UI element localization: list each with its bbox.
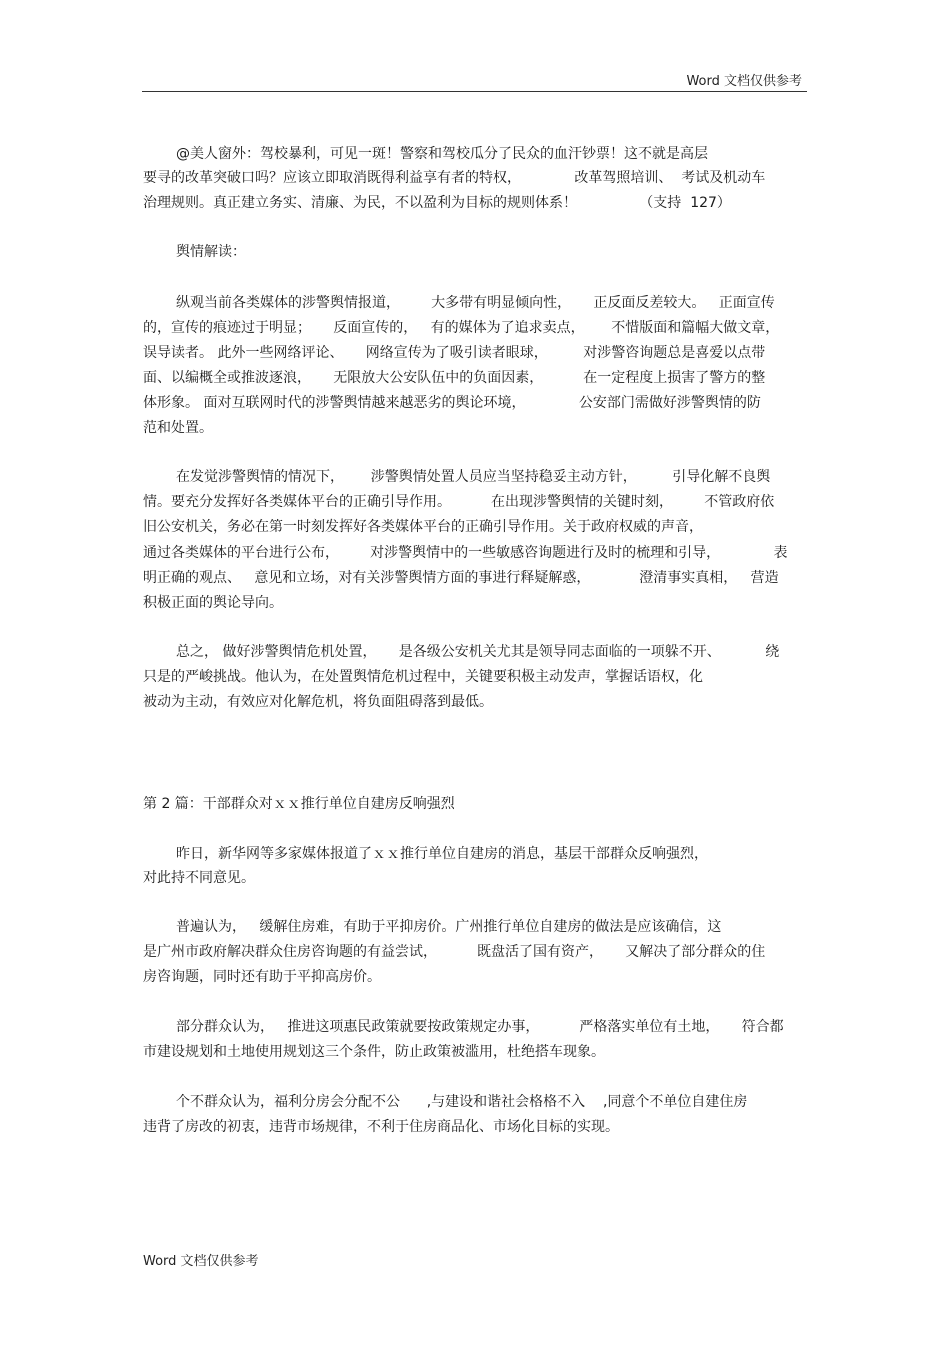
paragraph-line: 通过各类媒体的平台进行公布， 对涉警舆情中的一些敏感咨询题进行及时的梳理和引导， 表 (143, 545, 788, 561)
paragraph-line: 范和处置。 (143, 420, 213, 436)
section-label: 舆情解读： (176, 244, 246, 260)
paragraph-line: 纵观当前各类媒体的涉警舆情报道， 大多带有明显倾向性， 正反面反差较大。 正面宣传 (176, 295, 775, 311)
page-header: Word 文档仅供参考 (686, 74, 802, 89)
paragraph-line: 的，宣传的痕迹过于明显； 反面宣传的， 有的媒体为了追求卖点， 不惜版面和篇幅大做文章， (143, 320, 780, 336)
paragraph-line: 市建设规划和土地使用规划这三个条件，防止政策被滥用，杜绝搭车现象。 (143, 1044, 605, 1060)
paragraph-line: 误导读者。 此外一些网络评论、 网络宣传为了吸引读者眼球， 对涉警咨询题总是喜爱以点带 (143, 345, 766, 361)
paragraph-line: 明正确的观点、 意见和立场，对有关涉警舆情方面的事进行释疑解惑， 澄清事实真相， 营造 (143, 570, 779, 586)
paragraph-line: 个不群众认为，福利分房会分配不公 ,与建设和谐社会格格不入 ,同意个不单位自建住房 (176, 1094, 748, 1110)
paragraph-line: 治理规则。真正建立务实、清廉、为民，不以盈利为目标的规则体系！ （支持 127） (143, 195, 731, 211)
paragraph-line: 对此持不同意见。 (143, 870, 255, 886)
paragraph-line: 是广州市政府解决群众住房咨询题的有益尝试， 既盘活了国有资产， 又解决了部分群众的住 (143, 944, 766, 960)
paragraph-line: @美人窗外：驾校暴利，可见一斑！警察和驾校瓜分了民众的血汗钞票！这不就是高层 (176, 146, 708, 162)
paragraph-line: 在发觉涉警舆情的情况下， 涉警舆情处置人员应当坚持稳妥主动方针， 引导化解不良舆 (176, 469, 771, 485)
paragraph-line: 部分群众认为， 推进这项惠民政策就要按政策规定办事， 严格落实单位有土地， 符合都 (176, 1019, 784, 1035)
page-footer: Word 文档仅供参考 (143, 1254, 259, 1269)
paragraph-line: 昨日，新华网等多家媒体报道了ｘｘ推行单位自建房的消息，基层干部群众反响强烈， (176, 846, 708, 862)
paragraph-line: 情。要充分发挥好各类媒体平台的正确引导作用。 在出现涉警舆情的关键时刻， 不管政府依 (143, 494, 775, 510)
paragraph-line: 体形象。 面对互联网时代的涉警舆情越来越恶劣的舆论环境， 公安部门需做好涉警舆情的防 (143, 395, 761, 411)
paragraph-line: 只是的严峻挑战。他认为，在处置舆情危机过程中，关键要积极主动发声，掌握话语权，化 (143, 669, 703, 685)
paragraph-line: 被动为主动，有效应对化解危机，将负面阻碍落到最低。 (143, 694, 493, 710)
paragraph-line: 违背了房改的初衷，违背市场规律，不利于住房商品化、市场化目标的实现。 (143, 1119, 619, 1135)
article-title: 第 2 篇：干部群众对ｘｘ推行单位自建房反响强烈 (143, 796, 455, 812)
paragraph-line: 面、以编概全或推波逐浪， 无限放大公安队伍中的负面因素， 在一定程度上损害了警方的整 (143, 370, 766, 386)
header-divider (142, 91, 807, 92)
paragraph-line: 普遍认为， 缓解住房难，有助于平抑房价。广州推行单位自建房的做法是应该确信，这 (176, 919, 722, 935)
paragraph-line: 旧公安机关，务必在第一时刻发挥好各类媒体平台的正确引导作用。关于政府权威的声音， (143, 519, 703, 535)
paragraph-line: 积极正面的舆论导向。 (143, 595, 283, 611)
paragraph-line: 房咨询题，同时还有助于平抑高房价。 (143, 969, 381, 985)
paragraph-line: 总之， 做好涉警舆情危机处置， 是各级公安机关尤其是领导同志面临的一项躲不开、 绕 (176, 644, 780, 660)
paragraph-line: 要寻的改革突破口吗？应该立即取消既得利益享有者的特权， 改革驾照培训、 考试及机动车 (143, 170, 766, 186)
